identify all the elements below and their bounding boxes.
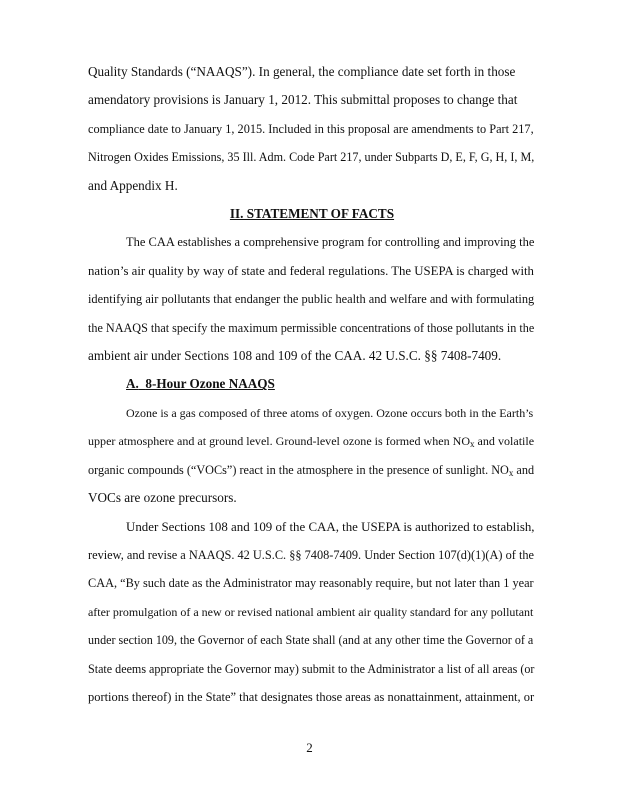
facts-line-2: nation’s air quality by way of state and federal regulations. The USEPA is charged with — [88, 263, 534, 278]
ozone-line-2: upper atmosphere and at ground level. Ground-level ozone is formed when $NO_x$ and volatile — [88, 434, 535, 450]
intro-line-4: Nitrogen Oxides Emissions, 35 Ill. Adm. Code Part 217, under Subparts D, E, F, G, H, I, M, — [88, 150, 535, 165]
designation-line-1: Under Sections 108 and 109 of the CAA, the USEPA is authorized to establish, — [126, 518, 535, 534]
page-number: 2 — [306, 740, 313, 755]
designation-line-5: under section 109, the Governor of each State shall (and at any other time the Governor of a — [88, 633, 534, 648]
subsection-heading — [88, 370, 536, 398]
intro-line-1: Quality Standards (“NAAQS”). In general, the compliance date set forth in those — [88, 64, 516, 79]
subsection-title: 8-Hour Ozone NAAQS — [145, 376, 275, 392]
facts-line-4: the NAAQS that specify the maximum permissible concentrations of those pollutants in the — [88, 320, 535, 335]
designation-line-2: review, and revise a NAAQS. 42 U.S.C. §§ 7408-7409. Under Section 107(d)(1)(A) of the — [88, 547, 535, 562]
facts-line-3: identifying air pollutants that endanger the public health and welfare and with formulating — [88, 292, 535, 307]
subsection-label: A. — [126, 376, 139, 392]
intro-line-2: amendatory provisions is January 1, 2012. This submittal proposes to change that — [88, 92, 518, 108]
designation-line-7: portions thereof) in the State” that designates those areas as nonattainment, attainment, or — [88, 689, 535, 704]
section-heading: II. STATEMENT OF FACTS — [229, 206, 395, 222]
ozone-line-3: organic compounds (“VOCs”) react in the atmosphere in the presence of sunlight. $NO_x$ and — [88, 462, 535, 478]
facts-line-5: ambient air under Sections 108 and 109 of the CAA. 42 U.S.C. §§ 7408-7409. — [88, 348, 502, 364]
body-text — [88, 58, 536, 711]
ozone-line-1: Ozone is a gas composed of three atoms of oxygen. Ozone occurs both in the Earth’s — [126, 405, 534, 420]
designation-line-3: CAA, “By such date as the Administrator may reasonably require, but not later than 1 year — [88, 576, 534, 591]
facts-line-1: The CAA establishes a comprehensive program for controlling and improving the — [126, 235, 535, 250]
intro-line-5: and Appendix H. — [88, 177, 178, 193]
intro-line-3: compliance date to January 1, 2015. Included in this proposal are amendments to Part 217, — [88, 121, 534, 136]
ozone-line-4: VOCs are ozone precursors. — [88, 490, 237, 506]
designation-line-4: after promulgation of a new or revised national ambient air quality standard for any pollutant — [88, 604, 534, 619]
designation-line-6: State deems appropriate the Governor may) submit to the Administrator a list of all areas (or — [88, 661, 535, 676]
